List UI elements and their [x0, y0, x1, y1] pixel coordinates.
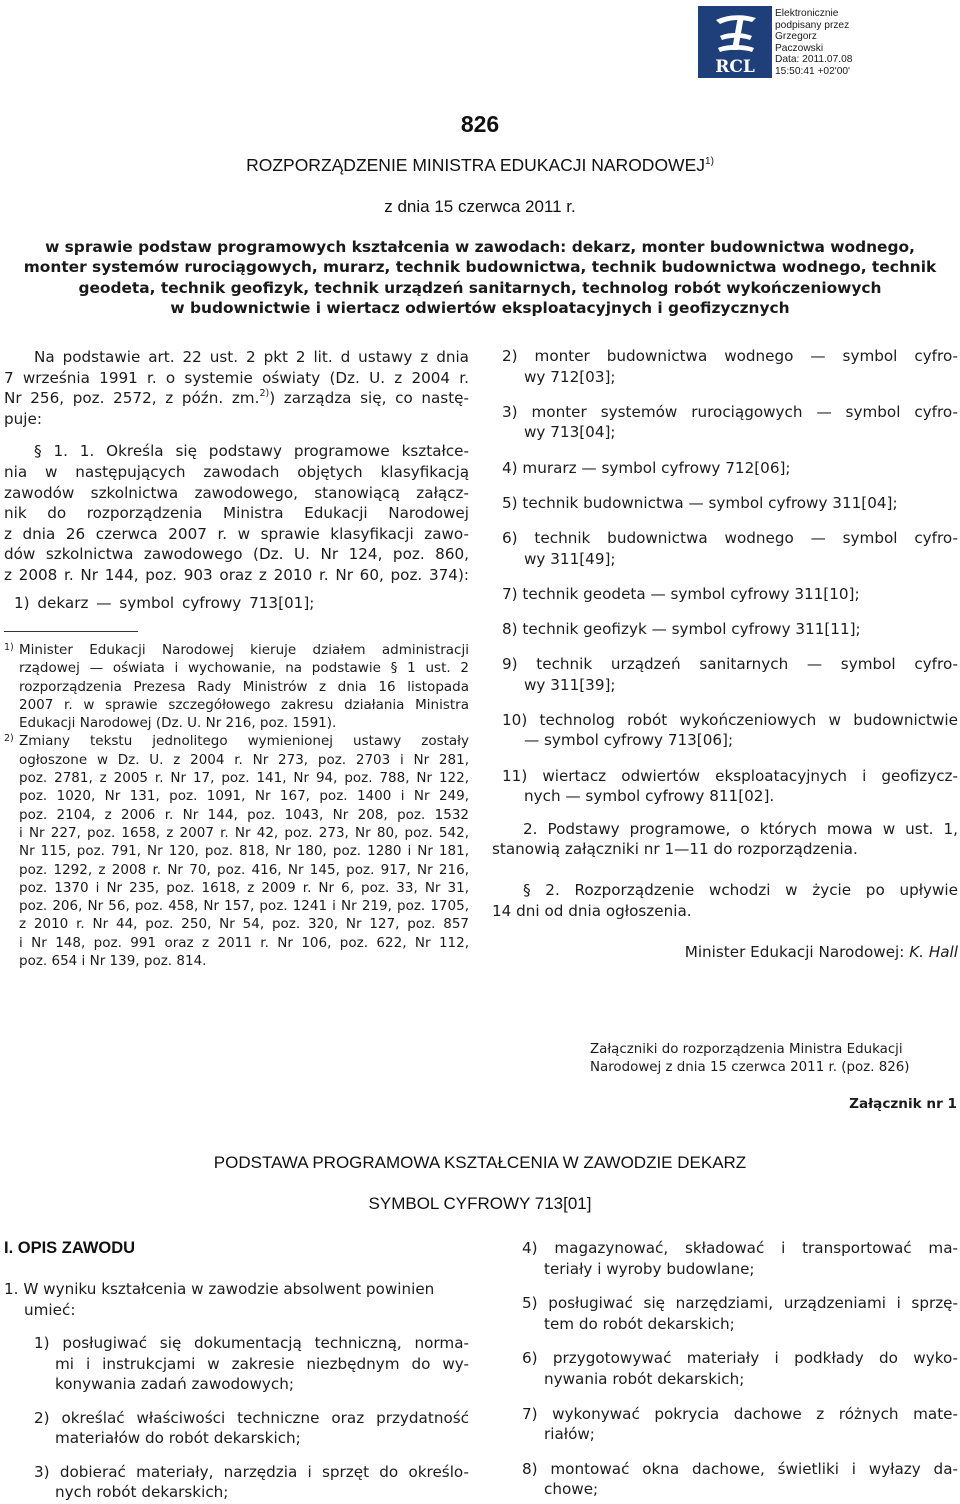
stamp-line: Elektronicznie	[775, 8, 839, 19]
list-item-line: wy 311[49];	[524, 549, 616, 568]
list-item-line: 2) określać właściwości techniczne oraz przydatność	[34, 1408, 469, 1427]
list-item	[522, 1404, 958, 1445]
program-symbol: SYMBOL CYFROWY 713[01]	[368, 1194, 592, 1213]
preamble-line: puje:	[4, 409, 42, 428]
footnote-separator	[4, 631, 138, 632]
left-column	[4, 347, 469, 613]
document-title-text: ROZPORZĄDZENIE MINISTRA EDUKACJI NARODOWEJ	[246, 155, 706, 175]
footnote-line: poz. 654 i Nr 139, poz. 814.	[19, 953, 207, 970]
footnote-line: poz. 1370 i Nr 235, poz. 1618, z 2009 r. Nr 6, poz. 33, Nr 31,	[19, 879, 469, 896]
list-item-line: teriały i wyroby budowlane;	[544, 1259, 755, 1278]
paragraph-line: nia w następujących zawodach objętych klasyfikacją	[4, 462, 469, 481]
footnote-line: i Nr 148, poz. 991 oraz z 2011 r. Nr 106, poz. 622, Nr 112,	[19, 934, 469, 951]
list-item	[492, 619, 958, 640]
list-item-line: tem do robót dekarskich;	[544, 1314, 735, 1333]
subject-line: w budownictwie i wiertacz odwiertów eksploatacyjnych i geofizycznych	[170, 298, 790, 317]
footnote-mark: 2)	[4, 733, 14, 745]
list-item-line: wy 712[03];	[524, 367, 616, 386]
list-item-line: 4) magazynować, składować i transportować ma-	[522, 1239, 958, 1257]
footnote-line: Minister Edukacji Narodowej kieruje działem administracji	[19, 642, 469, 658]
preamble-text: Nr 256, poz. 2572, z późn. zm.	[4, 389, 260, 408]
list-item-line: 7) technik geodeta — symbol cyfrowy 311[10];	[502, 584, 860, 603]
list-item-line: 5) technik budownictwa — symbol cyfrowy 311[04];	[502, 493, 898, 512]
rcl-logo	[698, 6, 772, 78]
program-title: PODSTAWA PROGRAMOWA KSZTAŁCENIA W ZAWODZIE DEKARZ	[213, 1153, 747, 1172]
document-number: 826	[460, 111, 500, 137]
list-item-line: 1) posługiwać się dokumentacją techniczną, norma-	[34, 1334, 469, 1353]
list-item-line: chowe;	[544, 1480, 599, 1499]
list-item	[522, 1459, 958, 1500]
footnote-line: 2007 r. w sprawie szczegółowego zakresu działania Ministra	[19, 696, 469, 713]
list-item	[492, 654, 958, 695]
footnote-2	[4, 732, 469, 970]
document-subject	[8, 237, 952, 318]
preamble-text: ) zarządza się, co nastę-	[269, 389, 469, 408]
skills-list-right	[522, 1238, 958, 1500]
footnote-line: z 2010 r. Nr 44, poz. 250, Nr 54, poz. 320, Nr 127, poz. 857	[19, 916, 469, 933]
list-item	[4, 1408, 469, 1449]
subject-line: w sprawie podstaw programowych kształcenia w zawodach: dekarz, monter budownictwa wodnego,	[45, 238, 915, 256]
list-item	[492, 493, 958, 514]
section-heading: I. OPIS ZAWODU	[4, 1239, 136, 1257]
attachments-note	[590, 1041, 957, 1077]
paragraph-line: § 1. 1. Określa się podstawy programowe kształce-	[34, 442, 469, 461]
list-item-line: 8) technik geofizyk — symbol cyfrowy 311[11];	[502, 619, 861, 638]
paragraph-line: dów szkolnictwa zawodowego (Dz. U. Nr 124, poz. 860,	[4, 545, 469, 564]
list-item-line: 3) dobierać materiały, narzędzia i sprzęt do określo-	[34, 1462, 469, 1481]
footnotes	[4, 641, 469, 970]
list-item-line: wy 311[39];	[524, 675, 616, 694]
paragraph-line: 14 dni od dnia ogłoszenia.	[492, 901, 692, 920]
list-item-line: 8) montować okna dachowe, świetliki i wyłazy da-	[522, 1459, 958, 1478]
signature-prefix: Minister Edukacji Narodowej:	[684, 943, 905, 962]
electronic-signature-stamp	[698, 6, 853, 80]
footnote-ref: 2)	[259, 388, 270, 400]
list-item-line: 10) technolog robót wykończeniowych w budownictwie	[502, 710, 958, 729]
footnote-line: rządowej — oświata i wychowanie, na podstawie § 1 ust. 2	[19, 660, 469, 677]
list-item-line: nych robót dekarskich;	[55, 1483, 229, 1502]
list-item-line: 9) technik urządzeń sanitarnych — symbol cyfro-	[502, 655, 958, 674]
footnote-line: poz. 1020, Nr 131, poz. 1091, Nr 167, poz. 1400 i Nr 249,	[19, 788, 469, 805]
intro-line: umieć:	[24, 1300, 76, 1319]
paragraph-line: zawodów szkolnictwa zawodowego, stanowiącą załącz-	[4, 483, 469, 502]
footnote-line: Zmiany tekstu jednolitego wymienionej ustawy zostały	[19, 733, 469, 750]
paragraph-line: stanowią załączniki nr 1—11 do rozporządzenia.	[492, 840, 858, 859]
list-item-line: konywania zadań zawodowych;	[55, 1375, 294, 1394]
stamp-line: podpisany przez	[775, 19, 850, 31]
attachments-note-line: Załączniki do rozporządzenia Ministra Edukacji	[590, 1042, 903, 1057]
list-item	[492, 528, 958, 569]
paragraph-line: 2. Podstawy programowe, o których mowa w ust. 1,	[523, 819, 958, 838]
stamp-line: Grzegorz	[775, 31, 817, 43]
list-item	[492, 584, 958, 605]
footnote-mark: 1)	[4, 642, 14, 653]
list-item-line: 3) monter systemów rurociągowych — symbol cyfro-	[502, 402, 958, 421]
footnote-line: rozporządzenia Prezesa Rady Ministrów z dnia 16 listopada	[19, 678, 469, 695]
preamble	[4, 347, 469, 368]
attachments-note-line: Narodowej z dnia 15 czerwca 2011 r. (poz. 826)	[590, 1060, 910, 1075]
attachment-label: Załącznik nr 1	[849, 1096, 957, 1112]
rcl-logo-text: RCL	[715, 57, 755, 77]
list-item	[4, 1462, 469, 1503]
list-item-line: mi i instrukcjami w zakresie niezbędnym do wy-	[55, 1354, 469, 1373]
footnote-line: poz. 2781, z 2005 r. Nr 17, poz. 141, Nr 94, poz. 788, Nr 122,	[19, 770, 469, 787]
preamble-line: Na podstawie art. 22 ust. 2 pkt 2 lit. d ustawy z dnia	[34, 348, 469, 366]
list-item-line: 6) technik budownictwa wodnego — symbol cyfro-	[502, 528, 958, 547]
right-column	[492, 346, 958, 963]
list-item-line: 7) wykonywać pokrycia dachowe z różnych mate-	[522, 1404, 958, 1423]
list-item-line: 6) przygotowywać materiały i podkłady do wyko-	[522, 1349, 958, 1368]
list-item	[492, 402, 958, 443]
list-item-line: 5) posługiwać się narzędziami, urządzeniami i sprzę-	[522, 1294, 958, 1313]
footnote-ref: 1)	[705, 156, 714, 167]
list-item-line: 4) murarz — symbol cyfrowy 712[06];	[502, 458, 791, 477]
footnote-line: poz. 206, Nr 56, poz. 458, Nr 157, poz. 1241 i Nr 219, poz. 1705,	[19, 898, 469, 915]
paragraph-line: § 2. Rozporządzenie wchodzi w życie po upływie	[523, 881, 958, 900]
stamp-line: 15:50:41 +02'00'	[775, 65, 850, 77]
preamble-line	[4, 388, 469, 409]
footnote-line: i Nr 227, poz. 1658, z 2007 r. Nr 42, poz. 273, Nr 80, poz. 542,	[19, 824, 469, 841]
paragraph-line: z 2008 r. Nr 144, poz. 903 oraz z 2010 r. Nr 60, poz. 374):	[4, 565, 469, 584]
preamble-line: 7 września 1991 r. o systemie oświaty (Dz. U. z 2004 r.	[4, 368, 469, 387]
list-item	[522, 1238, 958, 1279]
paragraph-line: nik do rozporządzenia Ministra Edukacji Narodowej	[4, 504, 469, 523]
footnote-line: ogłoszone w Dz. U. z 2004 r. Nr 273, poz. 2703 i Nr 281,	[19, 751, 469, 768]
list-item	[4, 1333, 469, 1395]
list-item-line: nywania robót dekarskich;	[544, 1369, 745, 1388]
signature-line	[492, 942, 958, 963]
signature-name: K. Hall	[909, 943, 958, 962]
list-item-line: wy 713[04];	[524, 423, 616, 442]
bottom-right-column	[522, 1238, 958, 1500]
list-item-line: nych — symbol cyfrowy 811[02].	[524, 787, 775, 806]
document-title	[0, 155, 960, 176]
list-item	[522, 1293, 958, 1334]
skills-list-left	[4, 1333, 469, 1503]
intro-line: 1. W wyniku kształcenia w zawodzie absolwent powinien	[4, 1280, 435, 1298]
subject-line: monter systemów rurociągowych, murarz, technik budownictwa, technik budownictwa wodnego, technik	[23, 258, 937, 277]
list-item-line: materiałów do robót dekarskich;	[55, 1429, 301, 1448]
list-item: 1) dekarz — symbol cyfrowy 713[01];	[14, 593, 315, 612]
stamp-text	[775, 8, 851, 78]
footnote-line: poz. 1292, z 2008 r. Nr 70, poz. 416, Nr 145, poz. 917, Nr 216,	[19, 861, 469, 878]
paragraph-line: z dnia 26 czerwca 2007 r. w sprawie klasyfikacji zawo-	[4, 524, 469, 543]
footnote-1	[4, 641, 469, 732]
footnote-line: Nr 115, poz. 791, Nr 120, poz. 818, Nr 180, poz. 1280 i Nr 181,	[19, 843, 469, 860]
list-item-line: riałów;	[544, 1425, 595, 1444]
list-item	[492, 346, 958, 387]
footnote-line: poz. 2104, z 2006 r. Nr 144, poz. 1043, Nr 208, poz. 1532	[19, 806, 469, 823]
list-item-line: 2) monter budownictwa wodnego — symbol cyfro-	[502, 347, 958, 365]
document-date: z dnia 15 czerwca 2011 r.	[384, 197, 576, 216]
stamp-line: Paczowski	[775, 42, 824, 54]
list-item	[492, 458, 958, 479]
subject-line: geodeta, technik geofizyk, technik urządzeń sanitarnych, technolog robót wykończeniowych	[78, 278, 882, 297]
footnote-line: Edukacji Narodowej (Dz. U. Nr 216, poz. 1591).	[19, 715, 337, 732]
list-item	[492, 710, 958, 751]
list-item-line: 11) wiertacz odwiertów eksploatacyjnych i geofizycz-	[502, 766, 958, 785]
list-item-line: — symbol cyfrowy 713[06];	[524, 731, 734, 750]
occupation-list	[492, 346, 958, 807]
list-item	[522, 1348, 958, 1389]
list-item	[492, 766, 958, 807]
bottom-left-column	[4, 1279, 469, 1503]
stamp-line: Data: 2011.07.08	[775, 54, 853, 66]
